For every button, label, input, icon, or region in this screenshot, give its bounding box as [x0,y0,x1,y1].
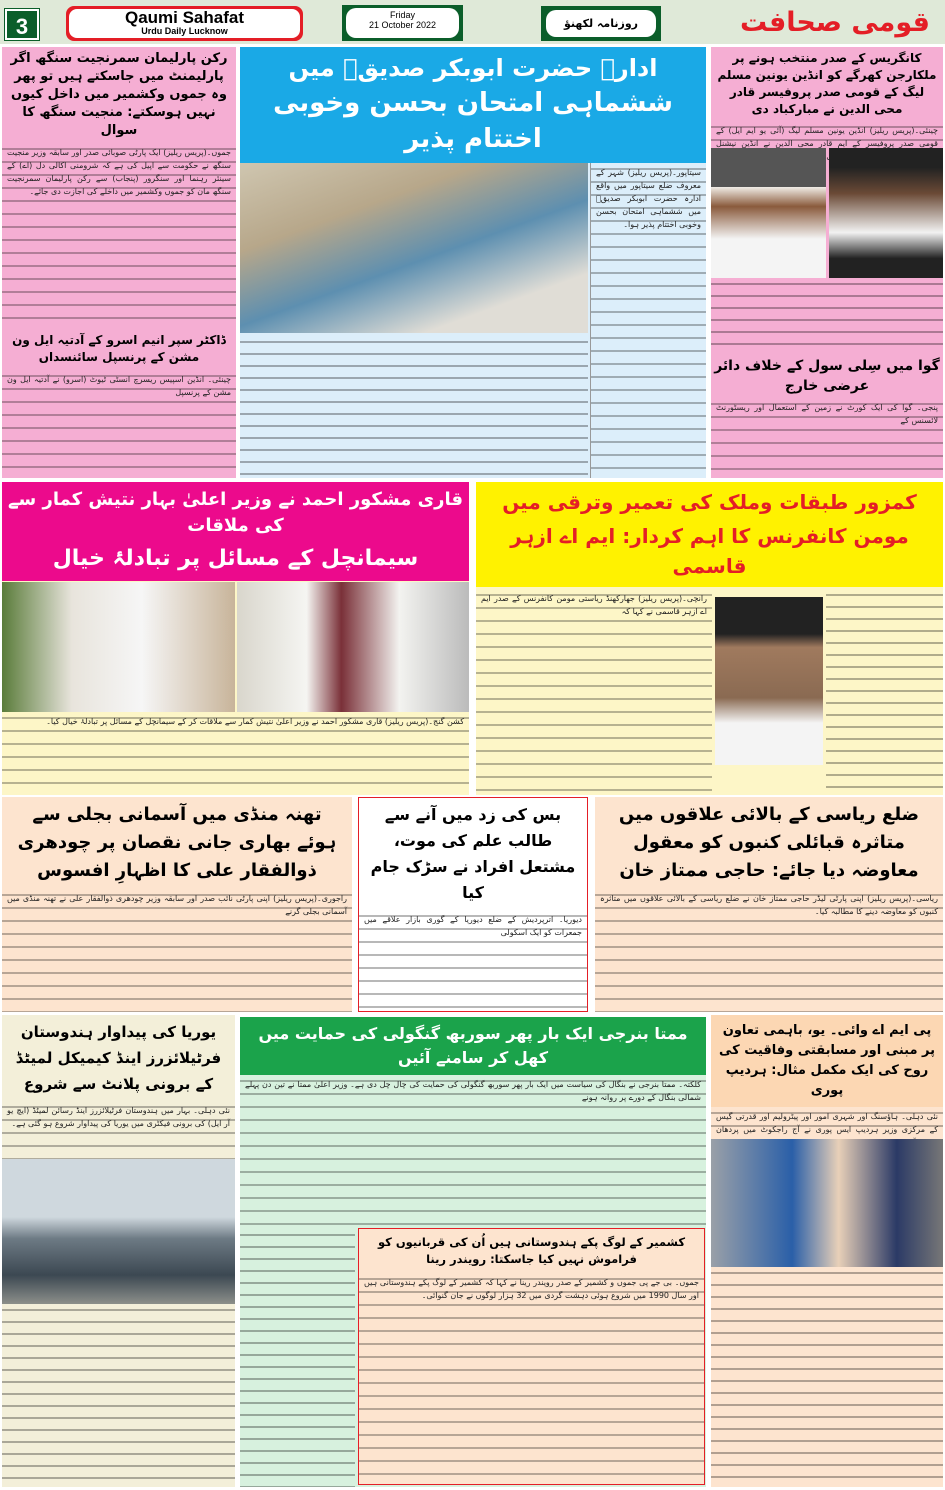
article-body: ریاسی۔(پریس ریلیز) اپنی پارٹی لیڈر حاجی ممتاز خان نے ضلع ریاسی کے بالائی علاقوں میں متاثرہ کنبوں کو معاوضہ دینے کا مطالبہ کیا۔ [595,889,943,1012]
photo-qadar-mohideen [711,148,826,278]
headline: سیمانچل کے مسائل پر تبادلۂ خیال [52,546,419,571]
article-body-cont [240,1229,355,1487]
headline: بس کی زد میں آنے سے طالب علم کی موت، مشتعل افراد نے سڑک جام کیا [370,805,576,902]
date-day: Friday [389,10,415,20]
photo-students-exam [240,163,588,333]
urdu-logo: قومی صحافت [740,7,930,38]
photo-azhar-qasmi [715,597,823,765]
roznama-box [541,6,661,41]
photo-meeting-1 [2,582,235,712]
article-body: سیتاپور۔(پریس ریلیز) شہر کے معروف ضلع سیتاپور میں واقع ادارہ حضرت ابوبکر صدیقؓ میں ششماہی امتحان بحسن وخوبی اختتام پذیر ہوا۔ [590,163,706,478]
article-body: راجوری۔(پریس ریلیز) اپنی پارٹی نائب صدر اور سابقہ وزیر چودھری ذوالفقار علی نے تھنہ منڈی میں آسمانی بجلی گرنے [2,889,352,1012]
english-title: Qaumi Sahafat [124,8,245,27]
article-pmay [711,1015,943,1487]
article-body: نئی دہلی۔ ہاؤسنگ اور شہری امور اور پیٹرولیم اور قدرتی گیس کے مرکزی وزیر ہردیپ ایس پوری نے آج راجکوٹ میں پردھان [711,1107,943,1137]
photo-fertilizer-plant [2,1159,235,1304]
article-body-cont [826,589,943,795]
headline: رکن پارلیمان سمرنجیت سنگھ اگر پارلیمنٹ میں جاسکتے ہیں تو پھر وہ جموں وکشمیر میں داخل کیوں نہیں ہوسکتے: منجیت سنگھ کا سوال [10,51,228,138]
article-body-columns [240,336,588,478]
article-center-top [240,47,706,478]
headline: کانگریس کے صدر منتخب ہونے پر ملکارجن کھرگے کو انڈین یونین مسلم لیگ کے قومی صدر پروفیسر قادر محی الدین نے مبارکباد دی [717,51,937,116]
article-qari-mashkoor [2,482,469,795]
headline: گوا میں سِلی سول کے خلاف دائر عرضی خارج [714,358,940,394]
photo-kharge [829,148,944,278]
date-value: 21 October 2022 [368,20,437,30]
headline: ممتا بنرجی ایک بار پھر سوربھ گنگولی کی حمایت میں کھل کر سامنے آئیں [240,1017,706,1075]
article-urea [2,1015,235,1487]
article-body-cont [711,1267,943,1487]
article-body: پنجی۔ گوا کی ایک کورٹ نے زمین کے استعمال اور ریسٹورنٹ لائسنس کے [711,398,943,478]
article-body-cont [711,278,943,354]
photos-meeting [2,582,469,712]
article-body: جموں۔(پریس ریلیز) ایک پارٹی صوبائی صدر اور سابقہ وزیر منجیت سنگھ نے حکومت سے اپیل کی ہے کہ شرومنی اکالی دل (اے) کے سینئر رہنما اور سنگرور (پنجاب) سے رکن پارلیمان سمرنجیت سنگھ مان کو جموں وکشمیر میں داخلے کی اجازت دی جائے۔ [2,143,236,324]
article-body: دیوریا۔ اترپردیش کے ضلع دیوریا کے گوری بازار علاقے میں جمعرات کو ایک اسکولی [359,910,587,1011]
photo-hardeep-puri [711,1139,943,1267]
article-body: رانچی۔(پریس ریلیز) جھارکھنڈ ریاستی مومن کانفرنس کے صدر ایم اے ازہر قاسمی نے کہا کہ [476,589,712,795]
headline: تھنہ منڈی میں آسمانی بجلی سے ہوئے بھاری جانی نقصان پر چودھری ذوالفقار علی کا اظہارِ افسوس [17,804,337,881]
article-body: چینئی۔ انڈین اسپیس ریسرچ انسٹی ٹیوٹ (اسرو) نے آدتیہ ایل ون مشن کے پرنسپل [2,370,236,478]
article-body-cont [2,1304,235,1487]
headline: مومن کانفرنس کا اہم کردار: ایم اے ازہر قاسمی [510,524,909,578]
article-body: کشن گنج۔(پریس ریلیز) قاری مشکور احمد نے وزیر اعلیٰ نتیش کمار سے ملاقات کر کے سیمانچل کے مسائل پر تبادلۂ خیال کیا۔ [2,712,469,795]
article-body: نئی دہلی۔ بہار میں ہندوستان فرٹیلائزرز اینڈ رسائن لمیٹڈ (ایچ یو آر ایل) کی برونی فیکٹری میں یوریا کی پیداوار شروع ہو گئی ہے۔ [2,1101,235,1159]
english-title-box [66,6,303,41]
article-bus-accident [358,797,588,1012]
headline: ڈاکٹر سپر انیم اسرو کے آدتیہ ایل ون مشن کے پرنسپل سائنسداں [12,333,226,364]
date-box [342,5,463,41]
headline: ششماہی امتحان بحسن وخوبی اختتام پذیر [273,88,673,154]
photo-portraits [711,148,943,278]
photo-meeting-2 [237,582,470,712]
headline: کشمیر کے لوگ پکے ہندوستانی ہیں اُن کی قربانیوں کو فراموش نہیں کیا جاسکتا: رویندر رینا [377,1235,686,1266]
headline: ضلع ریاسی کے بالائی علاقوں میں متاثرہ قبائلی کنبوں کو معقول معاوضہ دیا جائے: حاجی ممتاز خان [618,804,920,881]
headline: قاری مشکور احمد نے وزیر اعلیٰ بہار نتیش کمار سے کی ملاقات [7,489,464,536]
article-left-top [2,47,236,478]
roznama-label: روزنامہ لکھنؤ [546,10,656,37]
article-body: جموں۔ بی جے پی جموں و کشمیر کے صدر رویندر رینا نے کہا کہ کشمیر کے لوگ پکے ہندوستانی ہیں اور سال 1990 میں شروع ہوئی دہشت گردی میں 32 ہزار لوگوں نے جان گنوائی۔ [359,1273,704,1484]
article-momin-conference [476,482,943,795]
headline: یوریا کی پیداوار ہندوستان فرٹیلائزرز اینڈ کیمیکل لمیٹڈ کے برونی پلانٹ سے شروع [15,1023,222,1093]
article-kashmir [358,1228,705,1485]
article-right-top [711,47,943,478]
english-subtitle: Urdu Daily Lucknow [141,26,228,36]
article-body: چینئی۔(پریس ریلیز) انڈین یونین مسلم لیگ (آئی یو ایم ایل) کے قومی صدر پروفیسر کے ایم قادر محی الدین نے انڈین نیشنل [711,121,943,147]
headline: کمزور طبقات وملک کی تعمیر وترقی میں [502,490,917,514]
page-number: 3 [5,9,39,40]
headline: پی ایم اے وائی۔ یو، باہمی تعاون پر مبنی اور مسابقتی وفاقیت کی روح کی ایک مکمل مثال: ہردیپ پوری [711,1015,943,1107]
article-body: کلکتہ۔ ممتا بنرجی نے بنگال کی سیاست میں ایک بار پھر سوربھ گنگولی کی حمایت کی چال چل دی ہے۔ وزیر اعلیٰ ممتا نے تین دن پہلے شمالی بنگال کے دورے پر روانہ ہونے [240,1075,706,1225]
article-reasi [595,797,943,1012]
headline: ادارہ حضرت ابوبکر صدیقؓ میں [288,54,658,82]
article-thanamandi [2,797,352,1012]
